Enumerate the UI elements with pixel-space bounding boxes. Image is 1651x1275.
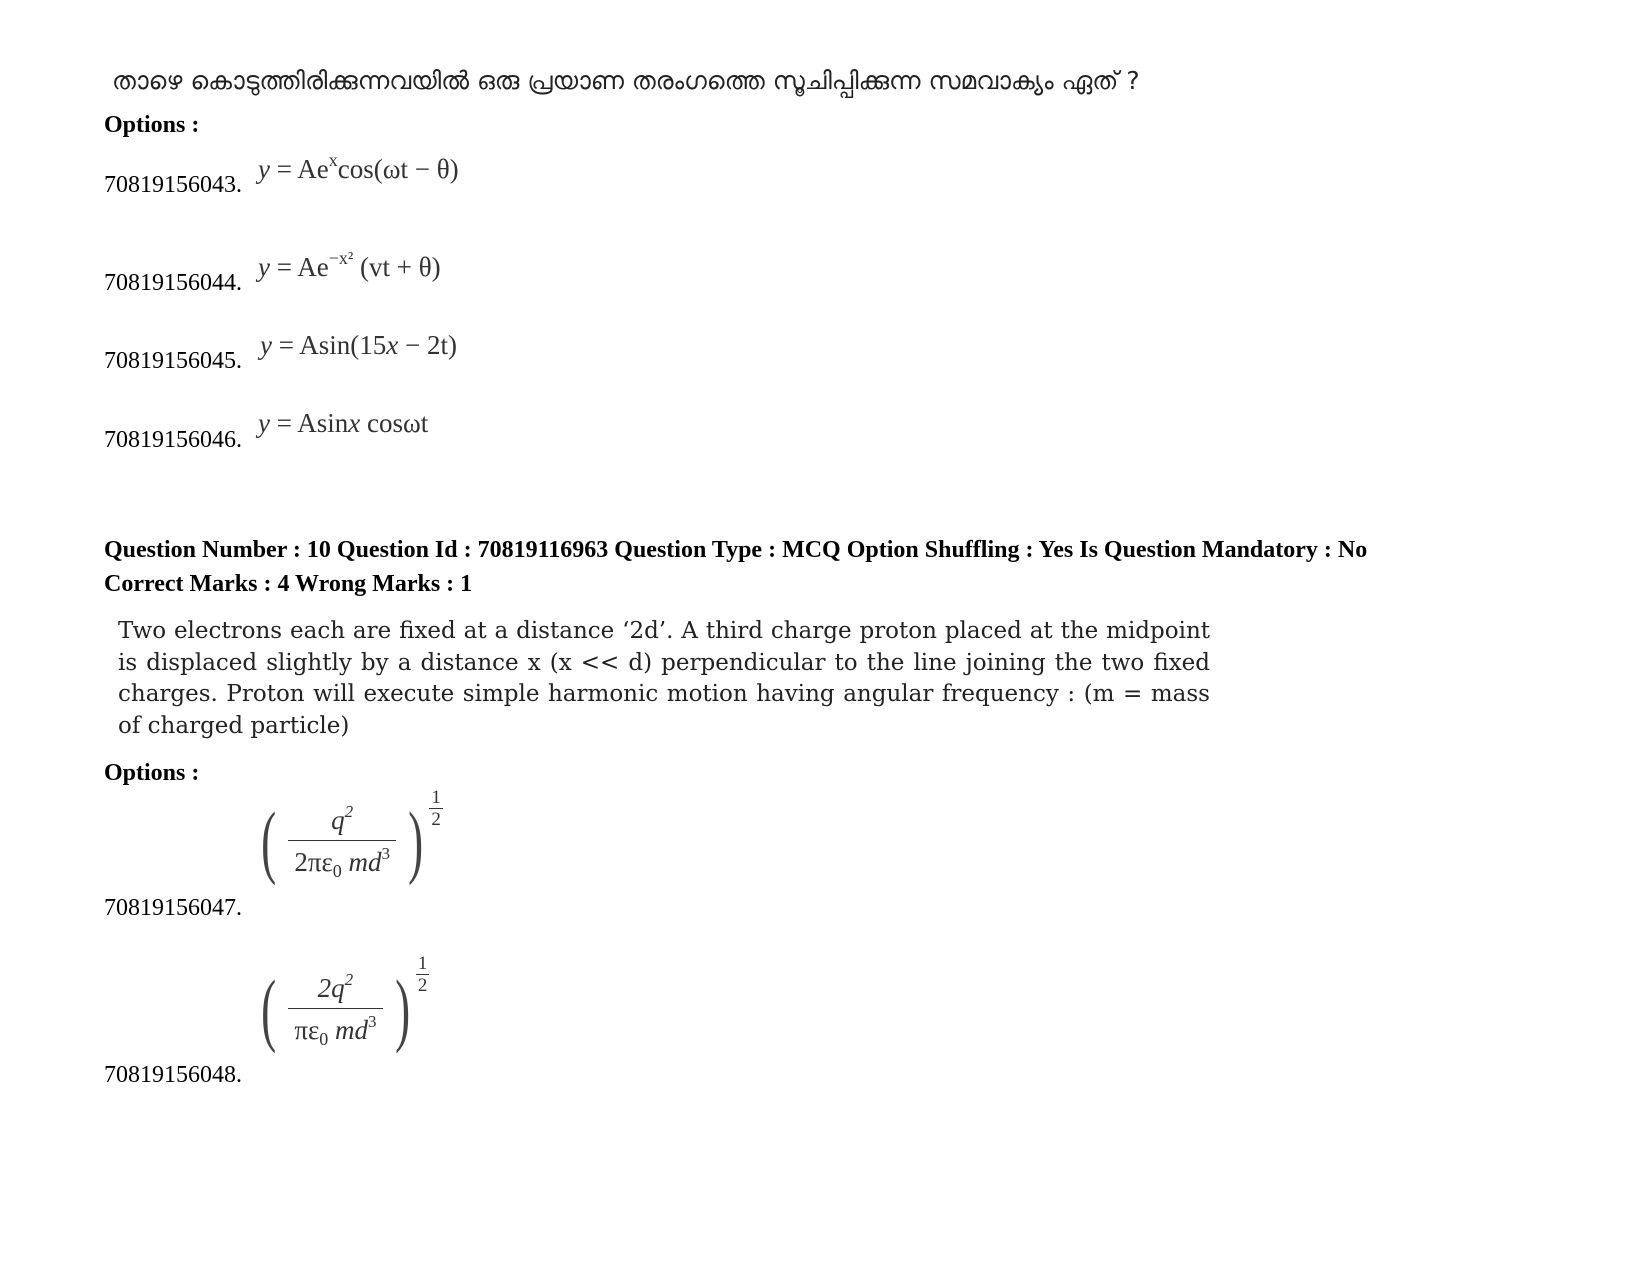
option-id: 70819156046. [104, 427, 242, 453]
question-text-malayalam: താഴെ കൊടുത്തിരിക്കുന്നവയിൽ ഒരു പ്രയാണ തരംഗത്തെ സൂചിപ്പിക്കുന്ന സമവാക്യം ഏത് ? [112, 66, 1140, 95]
option-equation: $y = Ae^x\cos(\omega t - \theta)$ [258, 150, 459, 184]
question-text: Two electrons each are fixed at a distance ‘2d’. A third charge proton placed at the midpoint is displaced slightly by a distance x (x << d) perpendicular to the line joining the two fixed charges. Proton will execute simple harmonic motion having angular frequency : (m = mass of charged particle) [118, 618, 1210, 739]
option-formula [255, 953, 429, 1054]
option-id: 70819156048. [104, 1062, 242, 1088]
option-formula [255, 787, 443, 886]
paren-left: ( [261, 795, 277, 886]
options-label: Options : [104, 760, 200, 786]
fraction: $\frac{2q^2}{\pi\varepsilon_0 md^3}$ [282, 973, 388, 1046]
marks-info: Correct Marks : 4 Wrong Marks : 1 [104, 571, 473, 597]
paren-right: ) [408, 795, 424, 886]
option-id: 70819156043. [104, 172, 242, 198]
option-id: 70819156044. [104, 270, 242, 296]
paren-left: ( [261, 963, 277, 1054]
option-equation: y = Asin(15x − 2t) [260, 330, 457, 360]
option-id: 70819156047. [104, 895, 242, 921]
options-label: Options : [104, 112, 200, 138]
exponent: $\frac{1}{2}$ [417, 953, 428, 996]
option-equation: y = Asinx cosωt [258, 408, 429, 438]
paren-right: ) [394, 963, 410, 1054]
question-header: Question Number : 10 Question Id : 70819116963 Question Type : MCQ Option Shuffling : Yes Is Question Mandatory : No [104, 537, 1368, 563]
option-equation: $y = Ae^{-x^2}$ (vt + θ) [258, 248, 441, 282]
exponent: $\frac{1}{2}$ [431, 787, 441, 830]
option-id: 70819156045. [104, 348, 242, 374]
fraction: $\frac{q^2}{2\pi\varepsilon_0 md^3}$ [282, 805, 402, 878]
